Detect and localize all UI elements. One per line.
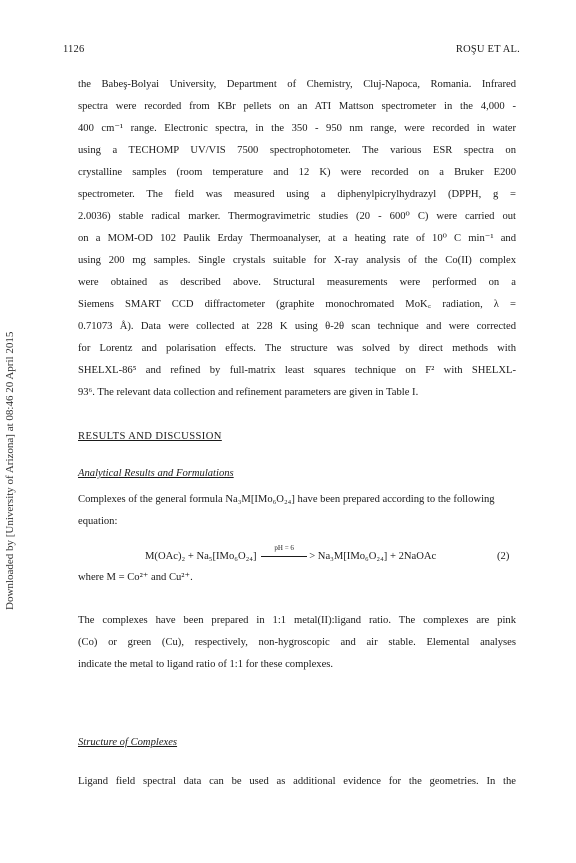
text-line: using 200 mg samples. Single crystals suitable for X-ray analysis of the Co(II) complex	[78, 255, 516, 266]
text-line: 400 cm⁻¹ range. Electronic spectra, in the 350 - 950 nm range, were recorded in water	[78, 123, 516, 134]
equation-right: > Na₃M[IMo₆O₂₄] + 2NaOAc	[309, 551, 437, 562]
running-head: ROŞU ET AL.	[455, 44, 520, 55]
text-line: on a MOM-OD 102 Paulik Erday Thermoanalyser, at a heating rate of 10⁰ C min⁻¹ and	[78, 233, 516, 244]
text-line: (Co) or green (Cu), respectively, non-hygroscopic and air stable. Elemental analyses	[78, 637, 516, 648]
paragraph-complexes	[78, 610, 516, 676]
text-line: 2.0036) stable radical marker. Thermogravimetric studies (20 - 600⁰ C) were carried out	[78, 211, 516, 222]
text-line: 93⁶. The relevant data collection and refinement parameters are given in Table I.	[78, 387, 419, 398]
text-line: indicate the metal to ligand ratio of 1:1 for these complexes.	[78, 659, 334, 670]
text-line: spectra were recorded from KBr pellets on an ATI Mattson spectrometer in the 4,000 -	[78, 101, 516, 112]
page-number: 1126	[63, 44, 85, 55]
text-line: were obtained as described above. Structural measurements were performed on a	[78, 277, 516, 288]
text-line: for Lorentz and polarisation effects. The structure was solved by direct methods with	[78, 343, 516, 354]
text-line: spectrometer. The field was measured using a diphenylpicrylhydrazyl (DPPH, g =	[78, 189, 516, 200]
text-line: Siemens SMART CCD diffractometer (graphite monochromated MoK꜀ radiation, λ =	[78, 299, 516, 310]
chemical-equation	[145, 544, 437, 562]
paragraph-ligand-field: Ligand field spectral data can be used as additional evidence for the geometries. In the	[78, 776, 516, 787]
subheading-analytical: Analytical Results and Formulations	[78, 468, 234, 479]
where-line: where M = Co²⁺ and Cu²⁺.	[78, 572, 193, 583]
text-line: the Babeş-Bolyai University, Department of Chemistry, Cluj-Napoca, Romania. Infrared	[78, 79, 516, 90]
equation-left: M(OAc)₂ + Na₅[IMo₆O₂₄]	[145, 551, 257, 562]
paragraph-formula: Complexes of the general formula Na₃M[IMo₆O₂₄] have been prepared according to the following equation:	[78, 494, 495, 527]
text-line: using a TECHOMP UV/VIS 7500 spectrophotometer. The various ESR spectra on	[78, 145, 516, 156]
subheading-structure: Structure of Complexes	[78, 737, 178, 748]
download-watermark: Downloaded by [University of Arizona] at 08:46 20 April 2015	[4, 331, 16, 610]
text-line: The complexes have been prepared in 1:1 metal(II):ligand ratio. The complexes are pink	[78, 615, 516, 626]
section-heading: RESULTS AND DISCUSSION	[78, 431, 222, 442]
reaction-arrow	[259, 544, 309, 562]
text-line: crystalline samples (room temperature and 12 K) were recorded on a Bruker E200	[78, 167, 516, 178]
reaction-condition: pH = 6	[274, 544, 294, 552]
text-line: 0.71073 Å). Data were collected at 228 K using θ-2θ scan technique and were corrected	[78, 321, 516, 332]
paragraph-methods	[78, 74, 516, 404]
equation-number: (2)	[497, 551, 510, 562]
text-line: SHELXL-86⁵ and refined by full-matrix least squares technique on F² with SHELXL-	[78, 365, 516, 376]
